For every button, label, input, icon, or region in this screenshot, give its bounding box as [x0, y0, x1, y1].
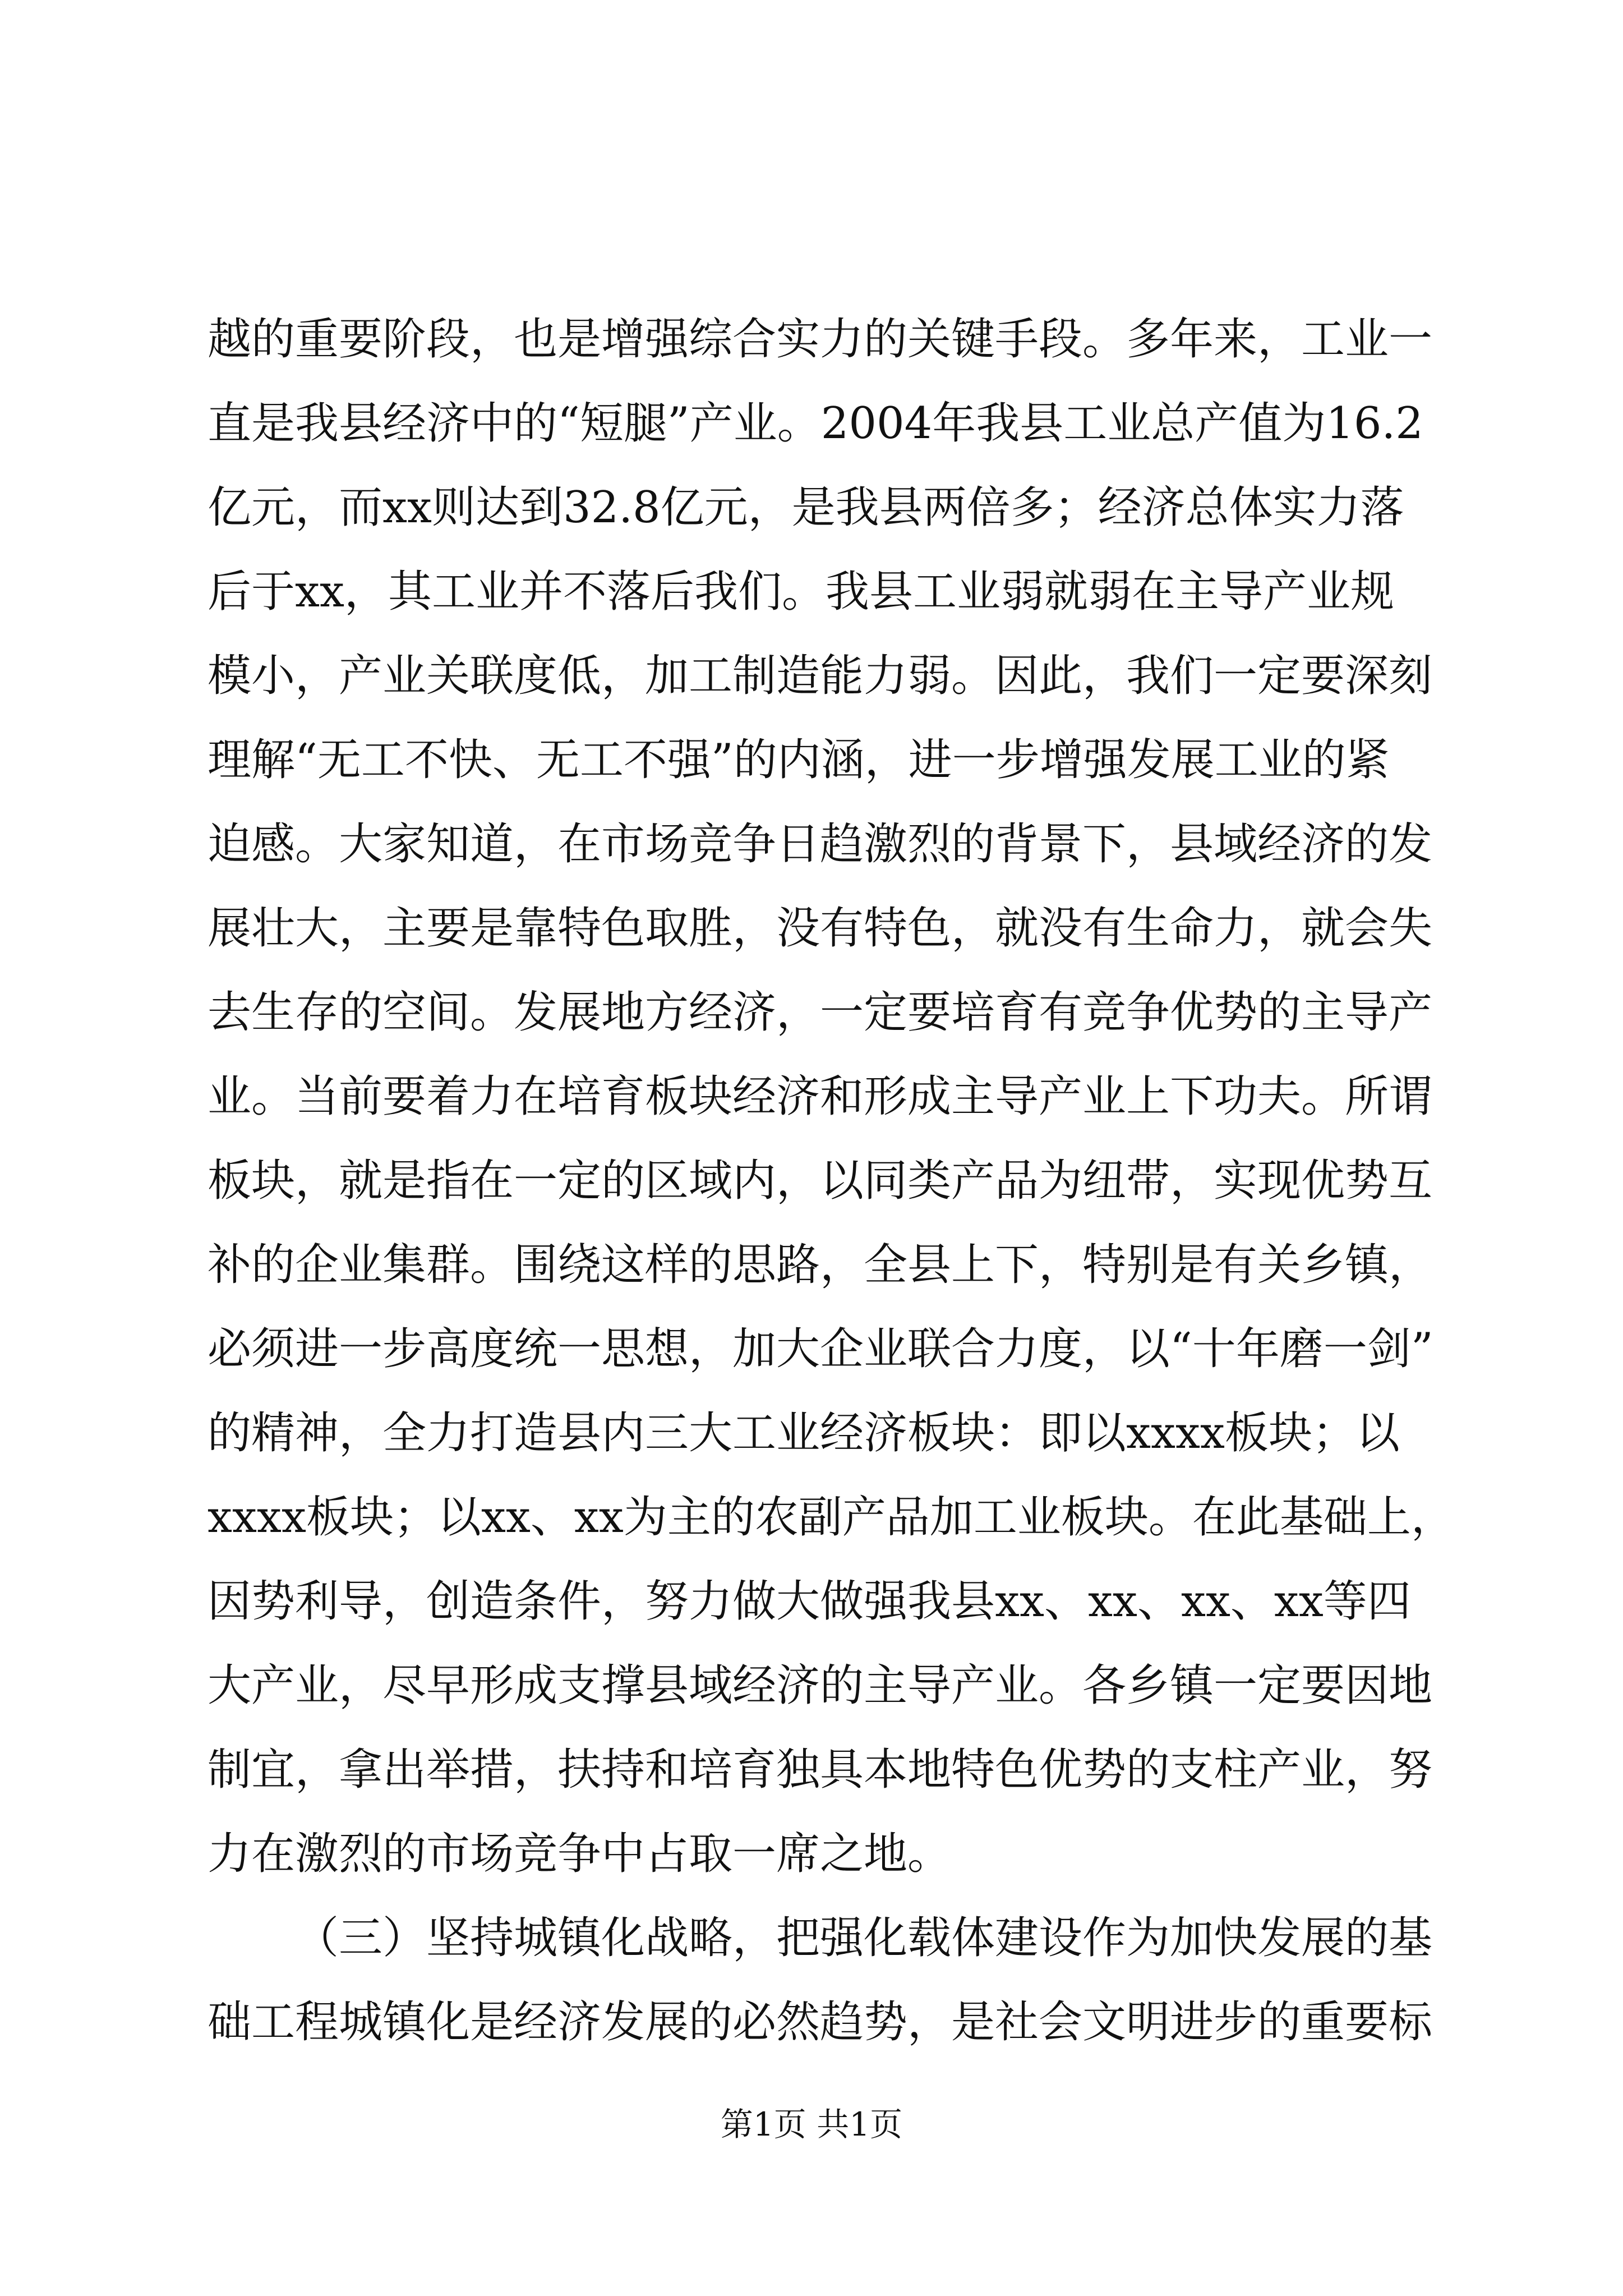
text-line: 展壮大，主要是靠特色取胜，没有特色，就没有生命力，就会失: [208, 903, 1433, 954]
text-line: 补的企业集群。围绕这样的思路，全县上下，特别是有关乡镇，: [208, 1240, 1433, 1290]
text-line: xxxx板块；以xx、xx为主的农副产品加工业板块。在此基础上，: [208, 1492, 1455, 1543]
text-line: 的精神，全力打造县内三大工业经济板块：即以xxxx板块；以: [208, 1408, 1400, 1458]
text-line: 后于xx，其工业并不落后我们。我县工业弱就弱在主导产业规: [208, 567, 1394, 617]
text-line: 必须进一步高度统一思想，加大企业联合力度，以“十年磨一剑”: [208, 1324, 1433, 1374]
document-body: [208, 297, 1455, 2064]
text-line: 越的重要阶段，也是增强综合实力的关键手段。多年来，工业一: [208, 314, 1433, 365]
text-line: 迫感。大家知道，在市场竞争日趋激烈的背景下，县域经济的发: [208, 819, 1433, 869]
text-line: 亿元，而xx则达到32.8亿元，是我县两倍多；经济总体实力落: [208, 482, 1404, 533]
text-line: 础工程城镇化是经济发展的必然趋势，是社会文明进步的重要标: [208, 1997, 1433, 2047]
text-line: 理解“无工不快、无工不强”的内涵，进一步增强发展工业的紧: [208, 735, 1390, 785]
text-line: 制宜，拿出举措，扶持和培育独具本地特色优势的支柱产业，努: [208, 1745, 1433, 1795]
text-line: 直是我县经济中的“短腿”产业。2004年我县工业总产值为16.2: [208, 398, 1423, 449]
text-line: 板块，就是指在一定的区域内，以同类产品为纽带，实现优势互: [208, 1156, 1433, 1206]
text-line: 业。当前要着力在培育板块经济和形成主导产业上下功夫。所谓: [208, 1071, 1433, 1122]
section-heading-line: （三）坚持城镇化战略，把强化载体建设作为加快发展的基: [295, 1913, 1433, 1963]
text-line: 大产业，尽早形成支撑县域经济的主导产业。各乡镇一定要因地: [208, 1660, 1433, 1711]
text-line: 模小，产业关联度低，加工制造能力弱。因此，我们一定要深刻: [208, 651, 1433, 701]
text-line: 因势利导，创造条件，努力做大做强我县xx、xx、xx、xx等四: [208, 1576, 1411, 1627]
text-line: 去生存的空间。发展地方经济，一定要培育有竞争优势的主导产: [208, 987, 1433, 1038]
text-line: 力在激烈的市场竞争中占取一席之地。: [208, 1829, 952, 1879]
page-footer: 第1页 共1页: [720, 2105, 903, 2143]
